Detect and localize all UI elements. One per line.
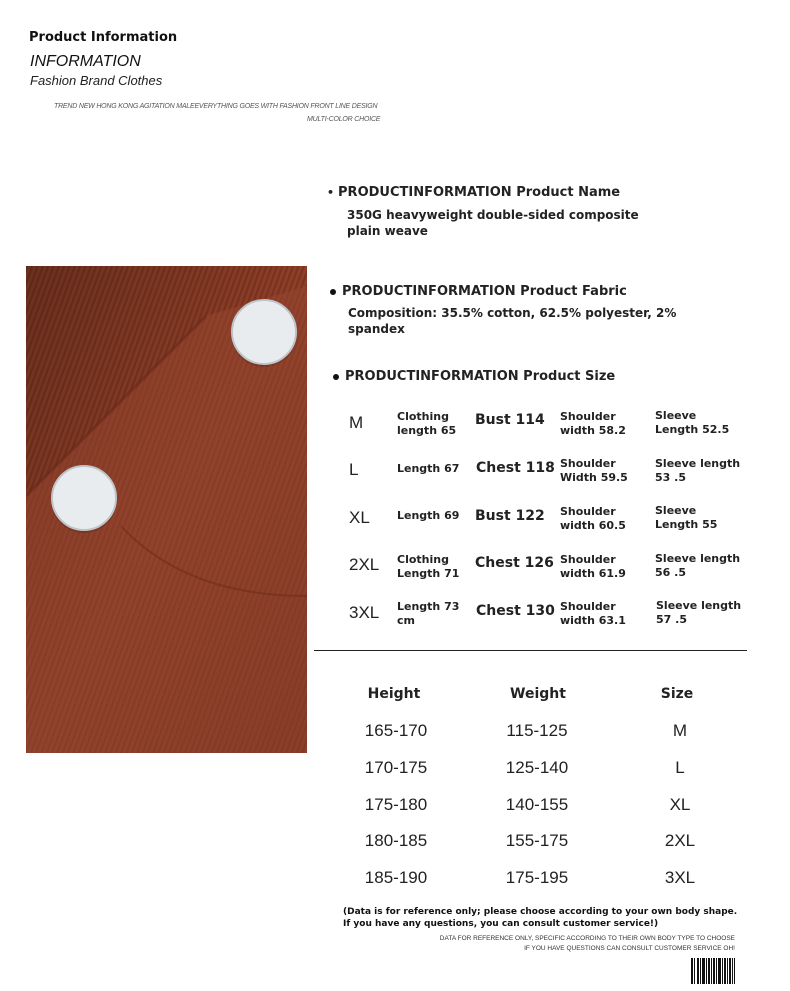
info-heading: INFORMATION (30, 53, 141, 70)
brand-subtitle: Fashion Brand Clothes (30, 73, 163, 88)
weight-cell: 125-140 (505, 758, 569, 777)
size-chest: Chest 118 (476, 460, 555, 476)
size-cell: L (675, 758, 685, 777)
size-sleeve: Sleeve length 57 .5 (656, 599, 742, 626)
size-label: XL (349, 508, 370, 527)
fabric-closeup-image (26, 266, 307, 753)
size-label: 2XL (349, 555, 380, 574)
product-name-heading: • PRODUCTINFORMATION Product Name (327, 185, 621, 200)
size-shoulder: Shoulder width 61.9 (560, 553, 626, 580)
size-chest: Chest 130 (476, 603, 555, 619)
bullet-icon (330, 289, 336, 295)
size-length: Length 67 (397, 462, 460, 475)
size-cell: 2XL (664, 831, 696, 850)
size-shoulder: Shoulder Width 59.5 (560, 457, 628, 484)
size-shoulder: Shoulder width 58.2 (560, 410, 626, 437)
height-cell: 185-190 (364, 868, 428, 887)
column-header-height: Height (367, 686, 421, 702)
size-shoulder: Shoulder width 60.5 (560, 505, 626, 532)
product-fabric-text: Composition: 35.5% cotton, 62.5% polyester, 2% spandex (348, 306, 677, 336)
size-cell: XL (669, 795, 691, 814)
size-label: M (349, 413, 364, 432)
size-chest: Bust 122 (475, 508, 545, 524)
weight-cell: 140-155 (505, 795, 569, 814)
size-sleeve: Sleeve Length 52.5 (655, 409, 730, 436)
size-length: Clothing Length 71 (397, 553, 460, 580)
size-chest: Bust 114 (475, 412, 545, 428)
bullet-icon (333, 374, 339, 380)
product-fabric-heading: PRODUCTINFORMATION Product Fabric (330, 284, 627, 299)
reference-note-small-2: IF YOU HAVE QUESTIONS CAN CONSULT CUSTOMER SERVICE OH! (524, 945, 735, 952)
product-size-heading: PRODUCTINFORMATION Product Size (333, 369, 615, 384)
height-cell: 165-170 (364, 721, 428, 740)
size-length: Length 69 (397, 509, 460, 522)
barcode-icon (691, 958, 735, 984)
column-header-size: Size (660, 686, 694, 702)
reference-note: (Data is for reference only; please choose according to your own body shape. If you have any questions, you can consult customer service!) (343, 907, 738, 929)
weight-cell: 115-125 (506, 721, 568, 740)
size-label: 3XL (349, 603, 380, 622)
reference-note-small-1: DATA FOR REFERENCE ONLY, SPECIFIC ACCORDING TO THEIR OWN BODY TYPE TO CHOOSE (439, 935, 735, 942)
bullet-icon: • (327, 186, 335, 199)
height-cell: 180-185 (364, 831, 428, 850)
size-length: Length 73 cm (397, 600, 460, 627)
size-sleeve: Sleeve Length 55 (655, 504, 718, 531)
product-photo (26, 266, 307, 753)
size-cell: M (672, 721, 688, 740)
height-cell: 175-180 (364, 795, 428, 814)
size-sleeve: Sleeve length 56 .5 (655, 552, 741, 579)
page-title: Product Information (29, 30, 178, 45)
column-header-weight: Weight (510, 686, 566, 702)
tagline-line-2: MULTI-COLOR CHOICE (307, 116, 381, 123)
size-chest: Chest 126 (475, 555, 554, 571)
weight-cell: 175-195 (505, 868, 569, 887)
product-name-text: 350G heavyweight double-sided composite plain weave (347, 208, 639, 238)
size-length: Clothing length 65 (397, 410, 457, 437)
weight-cell: 155-175 (505, 831, 569, 850)
tagline-line-1: TREND NEW HONG KONG AGITATION MALEEVERYTHING GOES WITH FASHION FRONT LINE DESIGN (54, 103, 378, 110)
divider (314, 650, 747, 651)
size-cell: 3XL (664, 868, 696, 887)
height-cell: 170-175 (364, 758, 428, 777)
size-label: L (349, 460, 359, 479)
size-sleeve: Sleeve length 53 .5 (655, 457, 741, 484)
size-shoulder: Shoulder width 63.1 (560, 600, 626, 627)
